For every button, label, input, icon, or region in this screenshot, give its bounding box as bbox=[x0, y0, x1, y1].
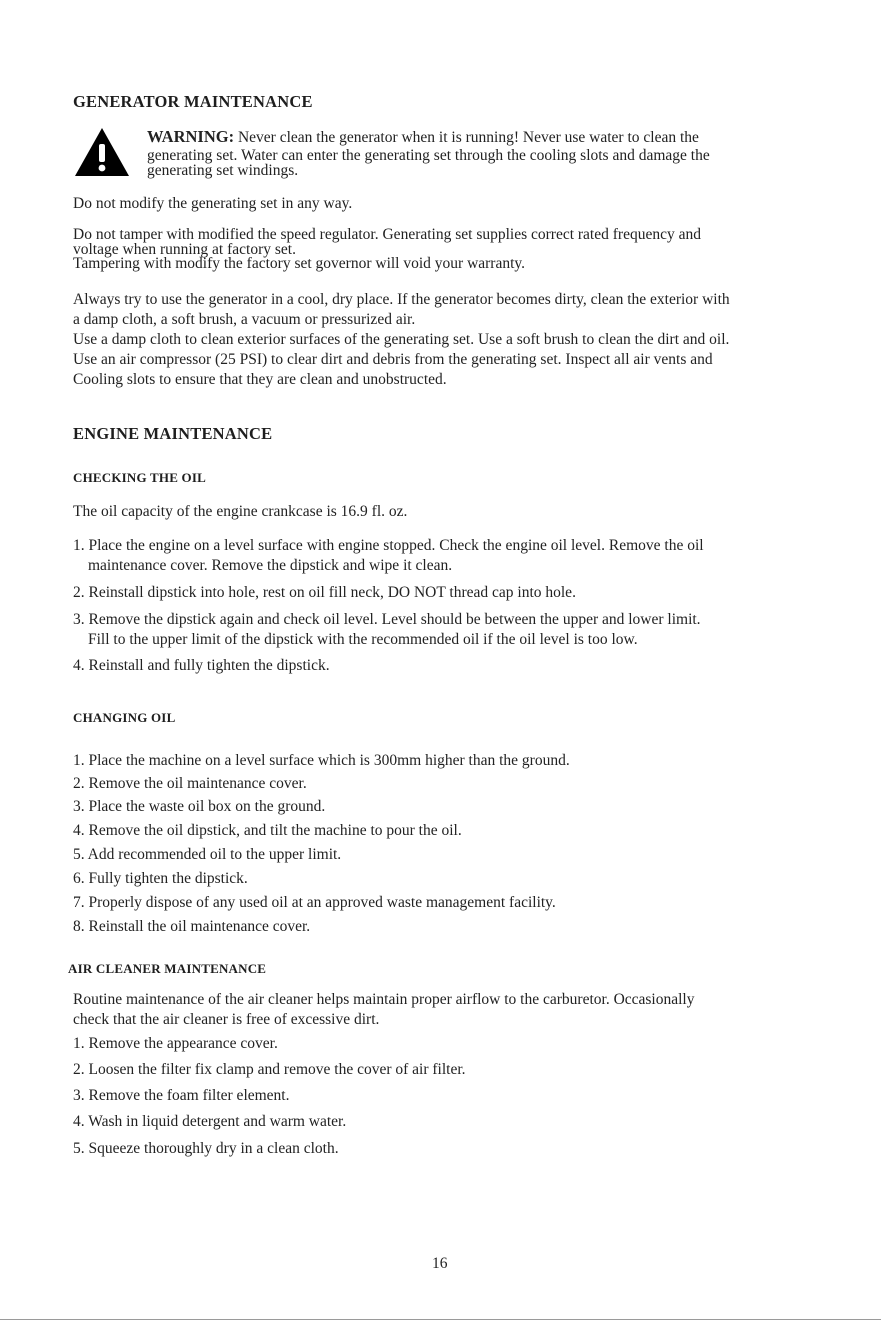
warning-label: WARNING: bbox=[147, 127, 235, 146]
paragraph-cleaning-line-5: Cooling slots to ensure that they are clean and unobstructed. bbox=[73, 371, 447, 388]
page-number: 16 bbox=[432, 1255, 448, 1272]
oil-capacity-text: The oil capacity of the engine crankcase is 16.9 fl. oz. bbox=[73, 503, 408, 520]
changing-oil-heading: CHANGING OIL bbox=[73, 710, 176, 725]
air-cleaner-step: 5. Squeeze thoroughly dry in a clean cloth. bbox=[73, 1140, 339, 1157]
changing-step: 1. Place the machine on a level surface which is 300mm higher than the ground. bbox=[73, 752, 570, 769]
paragraph-tamper-line-1: Do not tamper with modified the speed regulator. Generating set supplies correct rated frequency and bbox=[73, 226, 701, 243]
warning-icon bbox=[73, 126, 131, 178]
changing-step: 2. Remove the oil maintenance cover. bbox=[73, 775, 307, 792]
changing-step: 6. Fully tighten the dipstick. bbox=[73, 870, 248, 887]
checking-step-4: 4. Reinstall and fully tighten the dipstick. bbox=[73, 657, 330, 674]
checking-step-1-line-1: 1. Place the engine on a level surface with engine stopped. Check the engine oil level. Remove the oil bbox=[73, 537, 704, 554]
air-cleaner-step: 3. Remove the foam filter element. bbox=[73, 1087, 290, 1104]
paragraph-do-not-modify: Do not modify the generating set in any way. bbox=[73, 195, 353, 212]
checking-step-2: 2. Reinstall dipstick into hole, rest on oil fill neck, DO NOT thread cap into hole. bbox=[73, 584, 576, 601]
checking-step-3-line-2: Fill to the upper limit of the dipstick with the recommended oil if the oil level is too low. bbox=[88, 631, 638, 648]
paragraph-tamper-line-2: voltage when running at factory set. bbox=[73, 241, 296, 258]
changing-step: 4. Remove the oil dipstick, and tilt the machine to pour the oil. bbox=[73, 822, 462, 839]
paragraph-tamper-line-3: Tampering with modify the factory set governor will void your warranty. bbox=[73, 255, 526, 272]
changing-step: 3. Place the waste oil box on the ground. bbox=[73, 798, 326, 815]
changing-step: 5. Add recommended oil to the upper limit. bbox=[73, 846, 342, 863]
warning-line-2: generating set. Water can enter the generating set through the cooling slots and damage the bbox=[147, 147, 710, 164]
paragraph-cleaning-line-3: Use a damp cloth to clean exterior surfaces of the generating set. Use a soft brush to clean the dirt and oil. bbox=[73, 331, 730, 348]
generator-maintenance-heading: GENERATOR MAINTENANCE bbox=[73, 92, 313, 111]
air-cleaner-intro-line-2: check that the air cleaner is free of excessive dirt. bbox=[73, 1011, 380, 1028]
warning-line-3: generating set windings. bbox=[147, 162, 299, 179]
changing-step: 8. Reinstall the oil maintenance cover. bbox=[73, 918, 311, 935]
engine-maintenance-heading: ENGINE MAINTENANCE bbox=[73, 424, 273, 443]
air-cleaner-step: 4. Wash in liquid detergent and warm water. bbox=[73, 1113, 347, 1130]
air-cleaner-step: 1. Remove the appearance cover. bbox=[73, 1035, 278, 1052]
checking-step-3-line-1: 3. Remove the dipstick again and check oil level. Level should be between the upper and lower limit. bbox=[73, 611, 701, 628]
air-cleaner-step: 2. Loosen the filter fix clamp and remove the cover of air filter. bbox=[73, 1061, 466, 1078]
warning-line-1 bbox=[147, 127, 699, 146]
paragraph-cleaning-line-2: a damp cloth, a soft brush, a vacuum or pressurized air. bbox=[73, 311, 416, 328]
paragraph-cleaning-line-4: Use an air compressor (25 PSI) to clear dirt and debris from the generating set. Inspect all air vents and bbox=[73, 351, 713, 368]
air-cleaner-heading: AIR CLEANER MAINTENANCE bbox=[68, 961, 267, 976]
page-bottom-rule bbox=[0, 1319, 881, 1320]
changing-step: 7. Properly dispose of any used oil at an approved waste management facility. bbox=[73, 894, 556, 911]
checking-step-1-line-2: maintenance cover. Remove the dipstick and wipe it clean. bbox=[88, 557, 453, 574]
warning-text: Never clean the generator when it is running! Never use water to clean the bbox=[237, 129, 699, 146]
checking-oil-heading: CHECKING THE OIL bbox=[73, 470, 206, 485]
air-cleaner-intro-line-1: Routine maintenance of the air cleaner helps maintain proper airflow to the carburetor. Occasionally bbox=[73, 991, 695, 1008]
paragraph-cleaning-line-1: Always try to use the generator in a cool, dry place. If the generator becomes dirty, clean the exterior with bbox=[73, 291, 730, 308]
